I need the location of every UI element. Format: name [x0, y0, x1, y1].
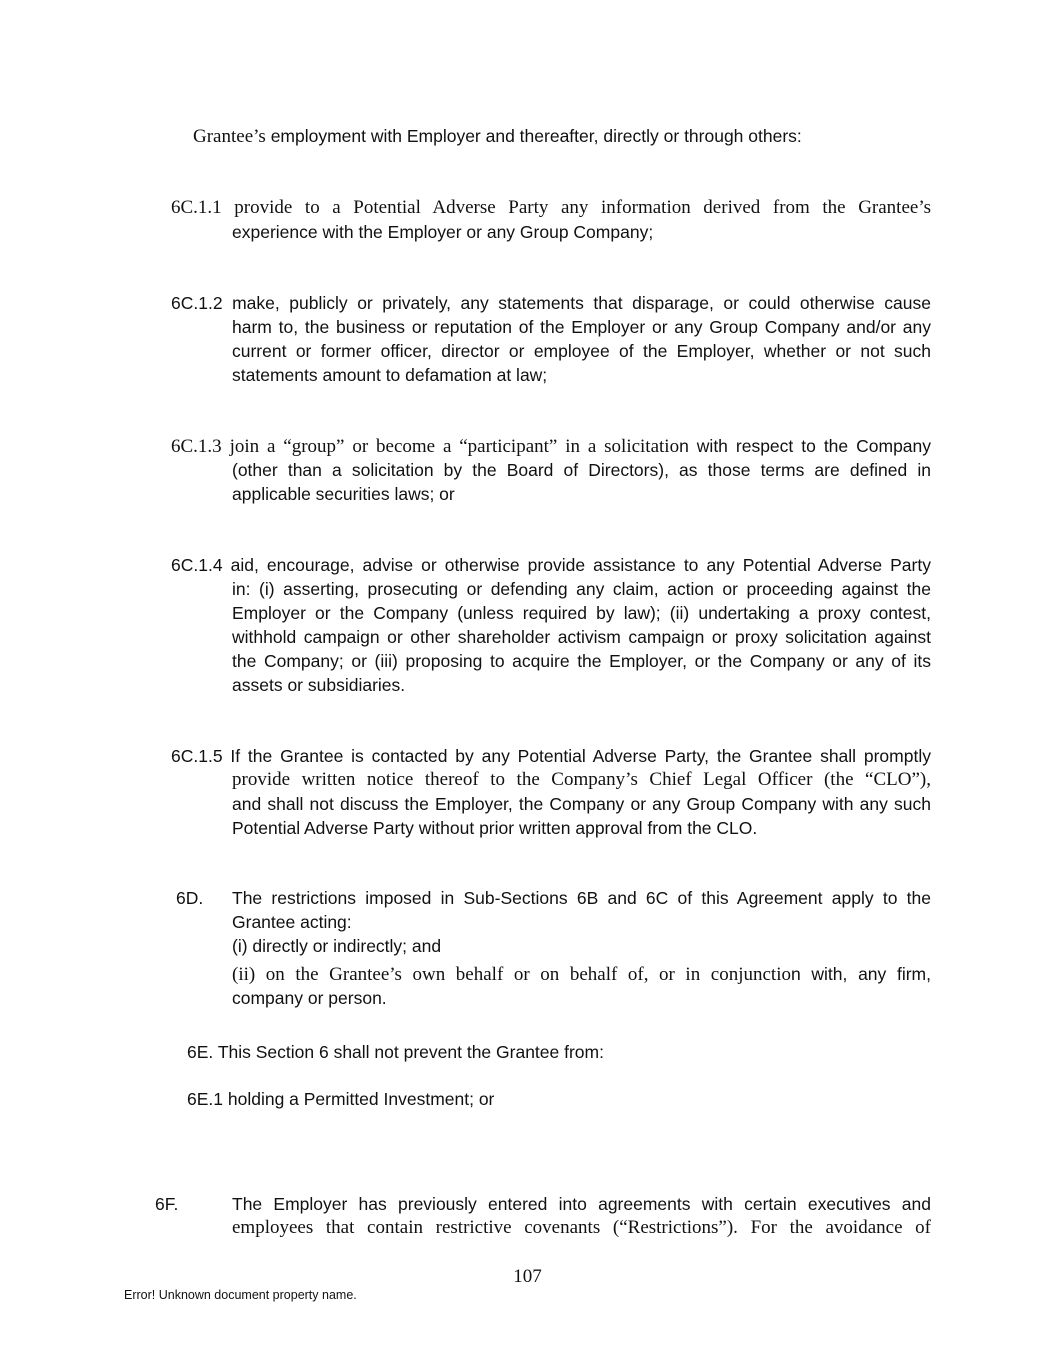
section-6d-sub-ii: (ii) on the Grantee’s own behalf or on behalf of, or in conjunction with, any firm, [232, 964, 931, 985]
section-number: 6F. [155, 1194, 179, 1214]
page-number: 107 [513, 1266, 542, 1287]
clause-body: (other than a solicitation by the Board of Directors), as those terms are defined in applicable securities laws; or [232, 460, 931, 504]
clause-number: 6C.1.5 [171, 746, 223, 766]
clause-body: and shall not discuss the Employer, the Company or any Group Company with any such Potential Adverse Party without prior written approval from the CLO. [232, 794, 931, 838]
clause-first-line: 6C.1.2 make, publicly or privately, any statements that disparage, or could otherwise cause [171, 293, 931, 313]
section-6e-text: 6E. This Section 6 shall not prevent the Grantee from: [187, 1042, 604, 1062]
clause-first-line: 6C.1.3 join a “group” or become a “participant” in a solicitation with respect to the Company [171, 436, 932, 457]
section-6e-1-text: 6E.1 holding a Permitted Investment; or [187, 1089, 495, 1109]
clause-number: 6C.1.4 [171, 555, 223, 575]
clause-number: 6C.1.1 [171, 197, 222, 218]
footer-text: Error! Unknown document property name. [124, 1288, 357, 1302]
intro-line [193, 124, 802, 149]
clause-first-line: 6C.1.4 aid, encourage, advise or otherwise provide assistance to any Potential Adverse Party [171, 555, 931, 575]
intro-sans-text: employment with Employer and thereafter, directly or through others: [270, 126, 802, 146]
section-6f-first-line: The Employer has previously entered into agreements with certain executives and [232, 1194, 931, 1214]
section-6d-text: The restrictions imposed in Sub-Sections 6B and 6C of this Agreement apply to the Grantee acting: [232, 888, 931, 932]
section-6d-sub-ii-rest: company or person. [232, 988, 387, 1008]
clause-first-line: 6C.1.1 provide to a Potential Adverse Party any information derived from the Grantee’s [171, 197, 932, 218]
intro-serif-text: Grantee’s [193, 126, 266, 147]
clause-number: 6C.1.3 [171, 436, 222, 457]
clause-body: experience with the Employer or any Group Company; [232, 222, 654, 242]
section-6d-sub-i: (i) directly or indirectly; and [232, 936, 442, 956]
clause-serif-line: provide written notice thereof to the Company’s Chief Legal Officer (the “CLO”), [232, 769, 931, 790]
clause-body: harm to, the business or reputation of the Employer or any Group Company and/or any current or former officer, director or employee of the Employer, whether or not such statements amount to defamation at law; [232, 317, 931, 385]
section-number: 6D. [176, 888, 204, 908]
clause-number: 6C.1.2 [171, 293, 223, 313]
clause-body: in: (i) asserting, prosecuting or defending any claim, action or proceeding against the Employer or the Company (unless required by law); (ii) undertaking a proxy contest, withhold campaign or other shareholder activism campaign or proxy solicitation against the Company; or (iii) proposing to acquire the Employer, or the Company or any of its assets or subsidiaries. [232, 579, 931, 695]
clause-first-line: 6C.1.5 If the Grantee is contacted by any Potential Adverse Party, the Grantee shall promptly [171, 746, 931, 766]
section-6f-second-line: employees that contain restrictive covenants (“Restrictions”). For the avoidance of [232, 1217, 931, 1238]
